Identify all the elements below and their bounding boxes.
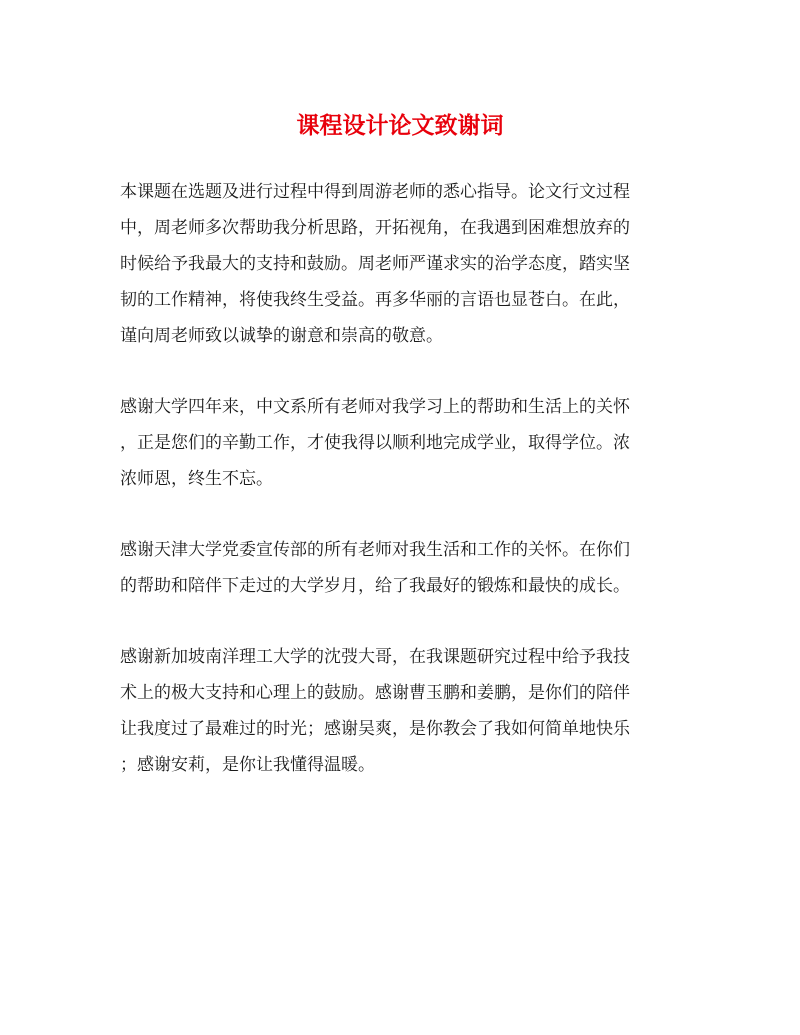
paragraph-4: [120, 639, 680, 783]
paragraph-line: 谨向周老师致以诚挚的谢意和崇高的敬意。: [120, 326, 443, 346]
paragraph-line: 术上的极大支持和心理上的鼓励。感谢曹玉鹏和姜鹏，是你们的陪伴: [120, 683, 630, 703]
document-body: [120, 174, 680, 818]
document-title: 课程设计论文致谢词: [296, 112, 504, 139]
paragraph-line: ，正是您们的辛勤工作，才使我得以顺利地完成学业，取得学位。浓: [120, 433, 630, 453]
paragraph-line: 感谢新加坡南洋理工大学的沈弢大哥，在我课题研究过程中给予我技: [120, 647, 630, 667]
paragraph-line: 中，周老师多次帮助我分析思路，开拓视角，在我遇到困难想放弃的: [120, 218, 630, 238]
paragraph-1: [120, 174, 680, 354]
paragraph-line: 韧的工作精神，将使我终生受益。再多华丽的言语也显苍白。在此，: [120, 290, 630, 310]
paragraph-line: ；感谢安莉，是你让我懂得温暖。: [120, 755, 375, 775]
paragraph-line: 浓师恩，终生不忘。: [120, 469, 273, 489]
paragraph-line: 时候给予我最大的支持和鼓励。周老师严谨求实的治学态度，踏实坚: [120, 254, 630, 274]
paragraph-line: 的帮助和陪伴下走过的大学岁月，给了我最好的锻炼和最快的成长。: [120, 576, 630, 596]
paragraph-3: [120, 532, 680, 604]
paragraph-line: 感谢大学四年来，中文系所有老师对我学习上的帮助和生活上的关怀: [120, 397, 630, 417]
paragraph-line: 本课题在选题及进行过程中得到周游老师的悉心指导。论文行文过程: [120, 182, 630, 202]
paragraph-line: 让我度过了最难过的时光；感谢吴爽，是你教会了我如何简单地快乐: [120, 719, 630, 739]
paragraph-line: 感谢天津大学党委宣传部的所有老师对我生活和工作的关怀。在你们: [120, 540, 630, 560]
paragraph-2: [120, 389, 680, 497]
